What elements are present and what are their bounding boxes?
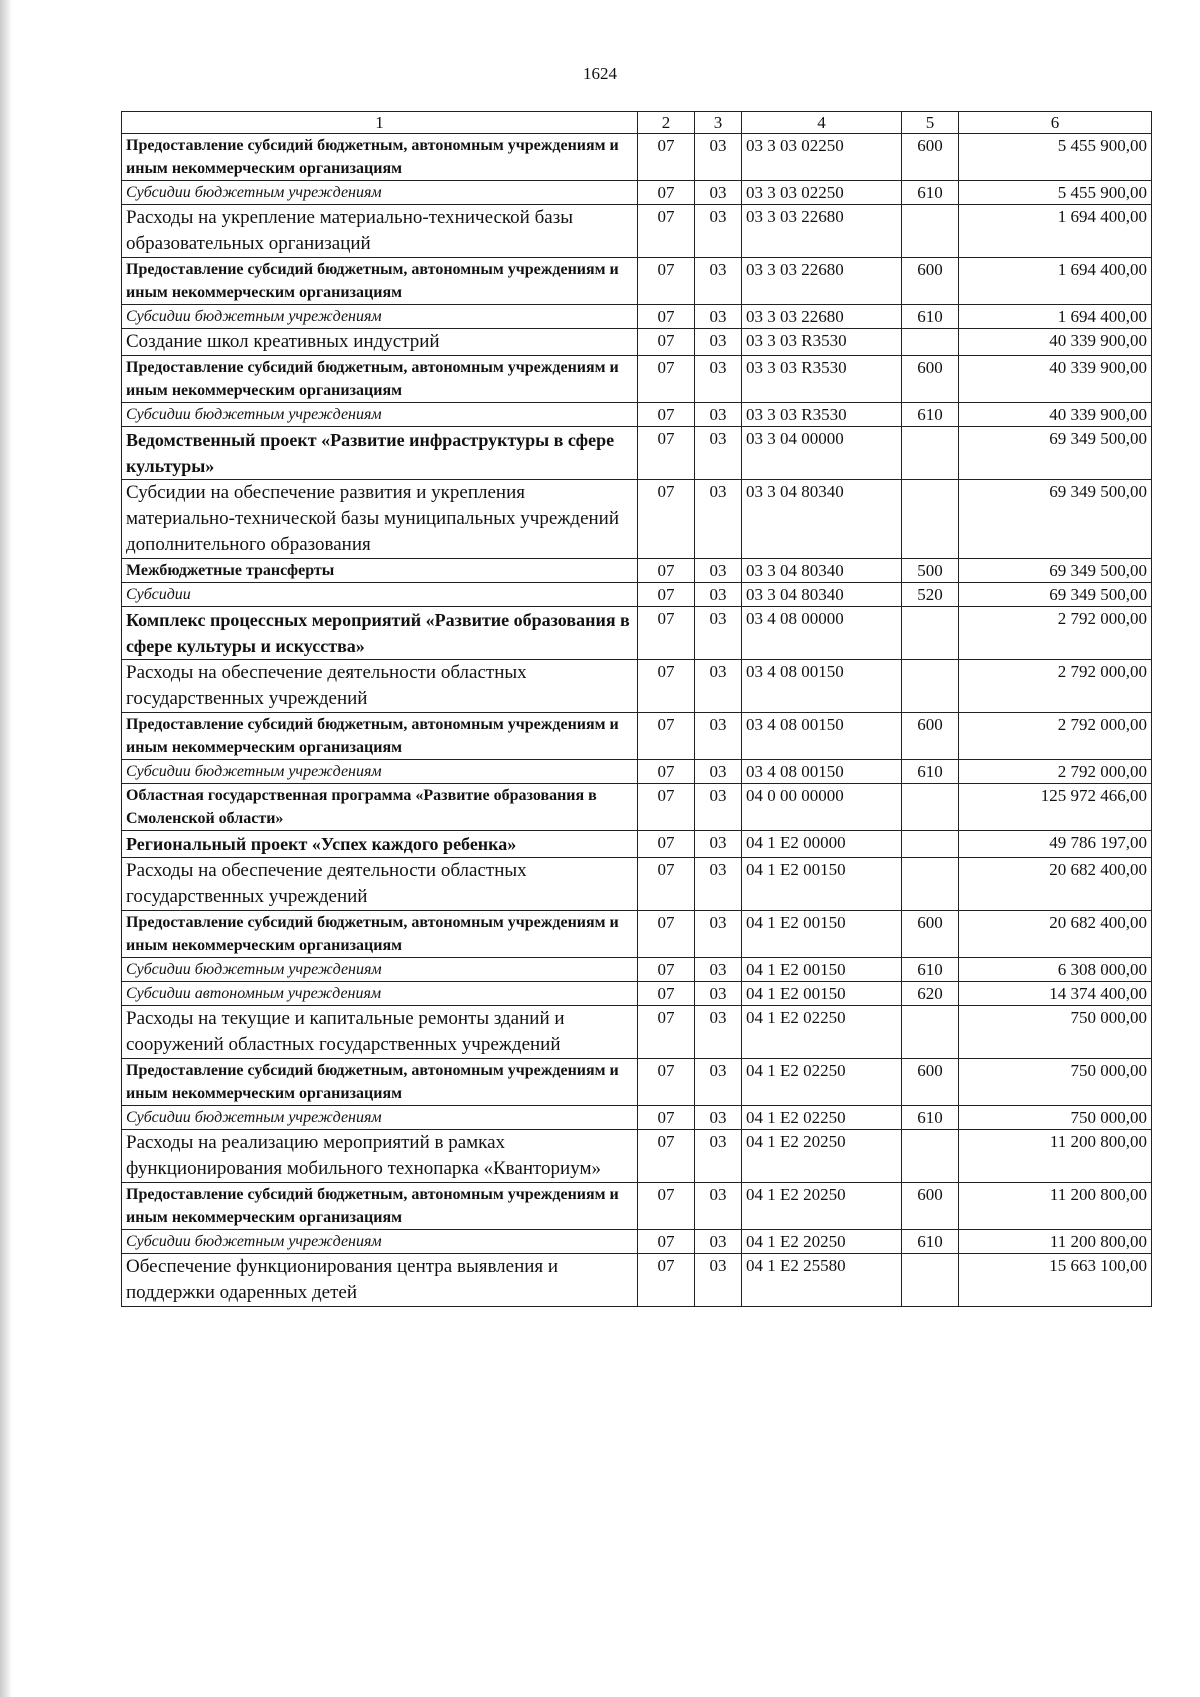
expense-type-cell bbox=[902, 1130, 959, 1183]
target-article-cell: 03 3 03 02250 bbox=[742, 134, 902, 181]
section-cell: 07 bbox=[638, 305, 695, 329]
table-row bbox=[122, 760, 1152, 784]
expense-name-cell: Субсидии автономным учреждениям bbox=[122, 982, 638, 1006]
amount-cell: 2 792 000,00 bbox=[959, 760, 1152, 784]
subsection-cell: 03 bbox=[695, 1106, 742, 1130]
target-article-cell: 04 1 E2 00150 bbox=[742, 958, 902, 982]
table-row bbox=[122, 1059, 1152, 1106]
table-row bbox=[122, 831, 1152, 858]
target-article-cell: 04 1 E2 20250 bbox=[742, 1230, 902, 1254]
section-cell: 07 bbox=[638, 760, 695, 784]
section-cell: 07 bbox=[638, 356, 695, 403]
expense-type-cell: 620 bbox=[902, 982, 959, 1006]
expense-name-cell: Предоставление субсидий бюджетным, автономным учреждениям и иным некоммерческим организациям bbox=[122, 258, 638, 305]
expense-type-cell: 600 bbox=[902, 713, 959, 760]
subsection-cell: 03 bbox=[695, 1006, 742, 1059]
amount-cell: 49 786 197,00 bbox=[959, 831, 1152, 858]
page-number: 1624 bbox=[583, 64, 617, 83]
subsection-cell: 03 bbox=[695, 1230, 742, 1254]
table-row bbox=[122, 982, 1152, 1006]
amount-cell: 20 682 400,00 bbox=[959, 858, 1152, 911]
target-article-cell: 03 3 04 80340 bbox=[742, 480, 902, 559]
target-article-cell: 03 4 08 00150 bbox=[742, 713, 902, 760]
amount-cell: 69 349 500,00 bbox=[959, 480, 1152, 559]
subsection-cell: 03 bbox=[695, 305, 742, 329]
subsection-cell: 03 bbox=[695, 1130, 742, 1183]
subsection-cell: 03 bbox=[695, 1254, 742, 1307]
expense-type-cell: 610 bbox=[902, 1230, 959, 1254]
table-row bbox=[122, 559, 1152, 583]
amount-cell: 69 349 500,00 bbox=[959, 427, 1152, 480]
expense-name-cell: Расходы на обеспечение деятельности областных государственных учреждений bbox=[122, 858, 638, 911]
amount-cell: 750 000,00 bbox=[959, 1106, 1152, 1130]
target-article-cell: 03 3 03 22680 bbox=[742, 205, 902, 258]
expense-name-cell: Областная государственная программа «Развитие образования в Смоленской области» bbox=[122, 784, 638, 831]
expense-name-cell: Субсидии bbox=[122, 583, 638, 607]
expense-name-cell: Субсидии бюджетным учреждениям bbox=[122, 181, 638, 205]
table-body bbox=[122, 134, 1152, 1307]
section-cell: 07 bbox=[638, 713, 695, 760]
section-cell: 07 bbox=[638, 858, 695, 911]
section-cell: 07 bbox=[638, 1106, 695, 1130]
target-article-cell: 04 1 E2 02250 bbox=[742, 1106, 902, 1130]
column-number-header bbox=[122, 112, 1152, 134]
target-article-cell: 03 4 08 00000 bbox=[742, 607, 902, 660]
expense-type-cell: 600 bbox=[902, 258, 959, 305]
target-article-cell: 03 3 03 R3530 bbox=[742, 329, 902, 356]
target-article-cell: 04 1 E2 20250 bbox=[742, 1130, 902, 1183]
table-row bbox=[122, 205, 1152, 258]
section-cell: 07 bbox=[638, 583, 695, 607]
expense-name-cell: Субсидии бюджетным учреждениям bbox=[122, 1106, 638, 1130]
section-cell: 07 bbox=[638, 831, 695, 858]
expense-type-cell bbox=[902, 607, 959, 660]
expense-type-cell: 610 bbox=[902, 181, 959, 205]
table-row bbox=[122, 258, 1152, 305]
expense-type-cell bbox=[902, 660, 959, 713]
expense-type-cell: 610 bbox=[902, 1106, 959, 1130]
expense-type-cell: 610 bbox=[902, 305, 959, 329]
section-cell: 07 bbox=[638, 1059, 695, 1106]
subsection-cell: 03 bbox=[695, 760, 742, 784]
header-cell: 6 bbox=[959, 112, 1152, 134]
table-row bbox=[122, 134, 1152, 181]
expense-type-cell bbox=[902, 858, 959, 911]
table-row bbox=[122, 1254, 1152, 1307]
section-cell: 07 bbox=[638, 1130, 695, 1183]
expense-name-cell: Создание школ креативных индустрий bbox=[122, 329, 638, 356]
expense-name-cell: Предоставление субсидий бюджетным, автономным учреждениям и иным некоммерческим организациям bbox=[122, 356, 638, 403]
subsection-cell: 03 bbox=[695, 1183, 742, 1230]
amount-cell: 11 200 800,00 bbox=[959, 1230, 1152, 1254]
target-article-cell: 03 3 03 R3530 bbox=[742, 403, 902, 427]
expense-name-cell: Межбюджетные трансферты bbox=[122, 559, 638, 583]
table-row bbox=[122, 1130, 1152, 1183]
target-article-cell: 04 1 E2 20250 bbox=[742, 1183, 902, 1230]
expense-name-cell: Предоставление субсидий бюджетным, автономным учреждениям и иным некоммерческим организациям bbox=[122, 713, 638, 760]
subsection-cell: 03 bbox=[695, 181, 742, 205]
subsection-cell: 03 bbox=[695, 911, 742, 958]
expense-name-cell: Комплекс процессных мероприятий «Развитие образования в сфере культуры и искусства» bbox=[122, 607, 638, 660]
table-row bbox=[122, 1183, 1152, 1230]
expense-type-cell: 500 bbox=[902, 559, 959, 583]
target-article-cell: 04 0 00 00000 bbox=[742, 784, 902, 831]
table-row bbox=[122, 958, 1152, 982]
section-cell: 07 bbox=[638, 258, 695, 305]
section-cell: 07 bbox=[638, 982, 695, 1006]
table-row bbox=[122, 1230, 1152, 1254]
amount-cell: 40 339 900,00 bbox=[959, 403, 1152, 427]
amount-cell: 11 200 800,00 bbox=[959, 1183, 1152, 1230]
expense-type-cell: 610 bbox=[902, 958, 959, 982]
expense-name-cell: Расходы на реализацию мероприятий в рамках функционирования мобильного технопарка «Кванториум» bbox=[122, 1130, 638, 1183]
header-cell: 3 bbox=[695, 112, 742, 134]
table-row bbox=[122, 911, 1152, 958]
subsection-cell: 03 bbox=[695, 958, 742, 982]
expense-type-cell bbox=[902, 480, 959, 559]
amount-cell: 5 455 900,00 bbox=[959, 134, 1152, 181]
expense-type-cell: 600 bbox=[902, 911, 959, 958]
budget-table bbox=[121, 111, 1152, 1307]
amount-cell: 5 455 900,00 bbox=[959, 181, 1152, 205]
expense-type-cell bbox=[902, 329, 959, 356]
section-cell: 07 bbox=[638, 181, 695, 205]
amount-cell: 40 339 900,00 bbox=[959, 356, 1152, 403]
expense-name-cell: Предоставление субсидий бюджетным, автономным учреждениям и иным некоммерческим организациям bbox=[122, 1059, 638, 1106]
table-row bbox=[122, 480, 1152, 559]
amount-cell: 20 682 400,00 bbox=[959, 911, 1152, 958]
section-cell: 07 bbox=[638, 1183, 695, 1230]
expense-type-cell: 600 bbox=[902, 1183, 959, 1230]
amount-cell: 2 792 000,00 bbox=[959, 607, 1152, 660]
amount-cell: 69 349 500,00 bbox=[959, 583, 1152, 607]
expense-name-cell: Расходы на обеспечение деятельности областных государственных учреждений bbox=[122, 660, 638, 713]
expense-name-cell: Предоставление субсидий бюджетным, автономным учреждениям и иным некоммерческим организациям bbox=[122, 911, 638, 958]
table-row bbox=[122, 305, 1152, 329]
target-article-cell: 03 3 03 22680 bbox=[742, 258, 902, 305]
amount-cell: 1 694 400,00 bbox=[959, 305, 1152, 329]
header-cell: 1 bbox=[122, 112, 638, 134]
amount-cell: 6 308 000,00 bbox=[959, 958, 1152, 982]
expense-type-cell: 600 bbox=[902, 134, 959, 181]
expense-type-cell bbox=[902, 1254, 959, 1307]
amount-cell: 40 339 900,00 bbox=[959, 329, 1152, 356]
expense-type-cell bbox=[902, 784, 959, 831]
target-article-cell: 04 1 E2 00000 bbox=[742, 831, 902, 858]
amount-cell: 15 663 100,00 bbox=[959, 1254, 1152, 1307]
expense-name-cell: Расходы на текущие и капитальные ремонты зданий и сооружений областных государственных учреждений bbox=[122, 1006, 638, 1059]
amount-cell: 125 972 466,00 bbox=[959, 784, 1152, 831]
section-cell: 07 bbox=[638, 1254, 695, 1307]
table-row bbox=[122, 583, 1152, 607]
section-cell: 07 bbox=[638, 660, 695, 713]
target-article-cell: 03 3 04 80340 bbox=[742, 559, 902, 583]
amount-cell: 14 374 400,00 bbox=[959, 982, 1152, 1006]
subsection-cell: 03 bbox=[695, 356, 742, 403]
subsection-cell: 03 bbox=[695, 1059, 742, 1106]
subsection-cell: 03 bbox=[695, 403, 742, 427]
expense-type-cell bbox=[902, 205, 959, 258]
expense-name-cell: Субсидии бюджетным учреждениям bbox=[122, 760, 638, 784]
expense-name-cell: Предоставление субсидий бюджетным, автономным учреждениям и иным некоммерческим организациям bbox=[122, 134, 638, 181]
target-article-cell: 04 1 E2 00150 bbox=[742, 911, 902, 958]
subsection-cell: 03 bbox=[695, 607, 742, 660]
subsection-cell: 03 bbox=[695, 982, 742, 1006]
table-row bbox=[122, 356, 1152, 403]
subsection-cell: 03 bbox=[695, 583, 742, 607]
header-cell: 5 bbox=[902, 112, 959, 134]
section-cell: 07 bbox=[638, 403, 695, 427]
target-article-cell: 04 1 E2 02250 bbox=[742, 1059, 902, 1106]
section-cell: 07 bbox=[638, 427, 695, 480]
expense-name-cell: Обеспечение функционирования центра выявления и поддержки одаренных детей bbox=[122, 1254, 638, 1307]
subsection-cell: 03 bbox=[695, 784, 742, 831]
section-cell: 07 bbox=[638, 559, 695, 583]
subsection-cell: 03 bbox=[695, 205, 742, 258]
target-article-cell: 04 1 E2 25580 bbox=[742, 1254, 902, 1307]
table-row bbox=[122, 1106, 1152, 1130]
expense-name-cell: Субсидии бюджетным учреждениям bbox=[122, 1230, 638, 1254]
expense-type-cell: 610 bbox=[902, 403, 959, 427]
target-article-cell: 03 3 03 R3530 bbox=[742, 356, 902, 403]
table-row bbox=[122, 403, 1152, 427]
table-row bbox=[122, 713, 1152, 760]
expense-type-cell bbox=[902, 427, 959, 480]
target-article-cell: 04 1 E2 00150 bbox=[742, 982, 902, 1006]
expense-type-cell: 600 bbox=[902, 356, 959, 403]
expense-type-cell: 610 bbox=[902, 760, 959, 784]
expense-name-cell: Ведомственный проект «Развитие инфраструктуры в сфере культуры» bbox=[122, 427, 638, 480]
section-cell: 07 bbox=[638, 607, 695, 660]
section-cell: 07 bbox=[638, 329, 695, 356]
expense-name-cell: Субсидии на обеспечение развития и укрепления материально-технической базы муниципальных учреждений дополнительного образования bbox=[122, 480, 638, 559]
section-cell: 07 bbox=[638, 911, 695, 958]
amount-cell: 69 349 500,00 bbox=[959, 559, 1152, 583]
table-row bbox=[122, 858, 1152, 911]
subsection-cell: 03 bbox=[695, 480, 742, 559]
section-cell: 07 bbox=[638, 134, 695, 181]
amount-cell: 750 000,00 bbox=[959, 1006, 1152, 1059]
section-cell: 07 bbox=[638, 480, 695, 559]
expense-name-cell: Субсидии бюджетным учреждениям bbox=[122, 305, 638, 329]
section-cell: 07 bbox=[638, 958, 695, 982]
section-cell: 07 bbox=[638, 784, 695, 831]
table-row bbox=[122, 607, 1152, 660]
target-article-cell: 03 4 08 00150 bbox=[742, 760, 902, 784]
header-cell: 4 bbox=[742, 112, 902, 134]
target-article-cell: 03 4 08 00150 bbox=[742, 660, 902, 713]
table-row bbox=[122, 784, 1152, 831]
expense-name-cell: Субсидии бюджетным учреждениям bbox=[122, 403, 638, 427]
target-article-cell: 04 1 E2 00150 bbox=[742, 858, 902, 911]
subsection-cell: 03 bbox=[695, 831, 742, 858]
expense-type-cell bbox=[902, 831, 959, 858]
amount-cell: 2 792 000,00 bbox=[959, 713, 1152, 760]
expense-name-cell: Региональный проект «Успех каждого ребенка» bbox=[122, 831, 638, 858]
section-cell: 07 bbox=[638, 1006, 695, 1059]
table-row bbox=[122, 181, 1152, 205]
table-row bbox=[122, 329, 1152, 356]
expense-type-cell: 520 bbox=[902, 583, 959, 607]
section-cell: 07 bbox=[638, 1230, 695, 1254]
expense-type-cell: 600 bbox=[902, 1059, 959, 1106]
table-row bbox=[122, 660, 1152, 713]
expense-name-cell: Субсидии бюджетным учреждениям bbox=[122, 958, 638, 982]
subsection-cell: 03 bbox=[695, 258, 742, 305]
subsection-cell: 03 bbox=[695, 660, 742, 713]
section-cell: 07 bbox=[638, 205, 695, 258]
subsection-cell: 03 bbox=[695, 427, 742, 480]
subsection-cell: 03 bbox=[695, 134, 742, 181]
expense-name-cell: Расходы на укрепление материально-технической базы образовательных организаций bbox=[122, 205, 638, 258]
header-cell: 2 bbox=[638, 112, 695, 134]
scan-edge bbox=[0, 0, 12, 1697]
target-article-cell: 03 3 03 02250 bbox=[742, 181, 902, 205]
subsection-cell: 03 bbox=[695, 713, 742, 760]
target-article-cell: 03 3 03 22680 bbox=[742, 305, 902, 329]
amount-cell: 11 200 800,00 bbox=[959, 1130, 1152, 1183]
target-article-cell: 03 3 04 00000 bbox=[742, 427, 902, 480]
expense-name-cell: Предоставление субсидий бюджетным, автономным учреждениям и иным некоммерческим организациям bbox=[122, 1183, 638, 1230]
subsection-cell: 03 bbox=[695, 329, 742, 356]
table-row bbox=[122, 1006, 1152, 1059]
target-article-cell: 03 3 04 80340 bbox=[742, 583, 902, 607]
amount-cell: 1 694 400,00 bbox=[959, 205, 1152, 258]
amount-cell: 750 000,00 bbox=[959, 1059, 1152, 1106]
subsection-cell: 03 bbox=[695, 559, 742, 583]
subsection-cell: 03 bbox=[695, 858, 742, 911]
expense-type-cell bbox=[902, 1006, 959, 1059]
amount-cell: 1 694 400,00 bbox=[959, 258, 1152, 305]
amount-cell: 2 792 000,00 bbox=[959, 660, 1152, 713]
target-article-cell: 04 1 E2 02250 bbox=[742, 1006, 902, 1059]
table-row bbox=[122, 427, 1152, 480]
